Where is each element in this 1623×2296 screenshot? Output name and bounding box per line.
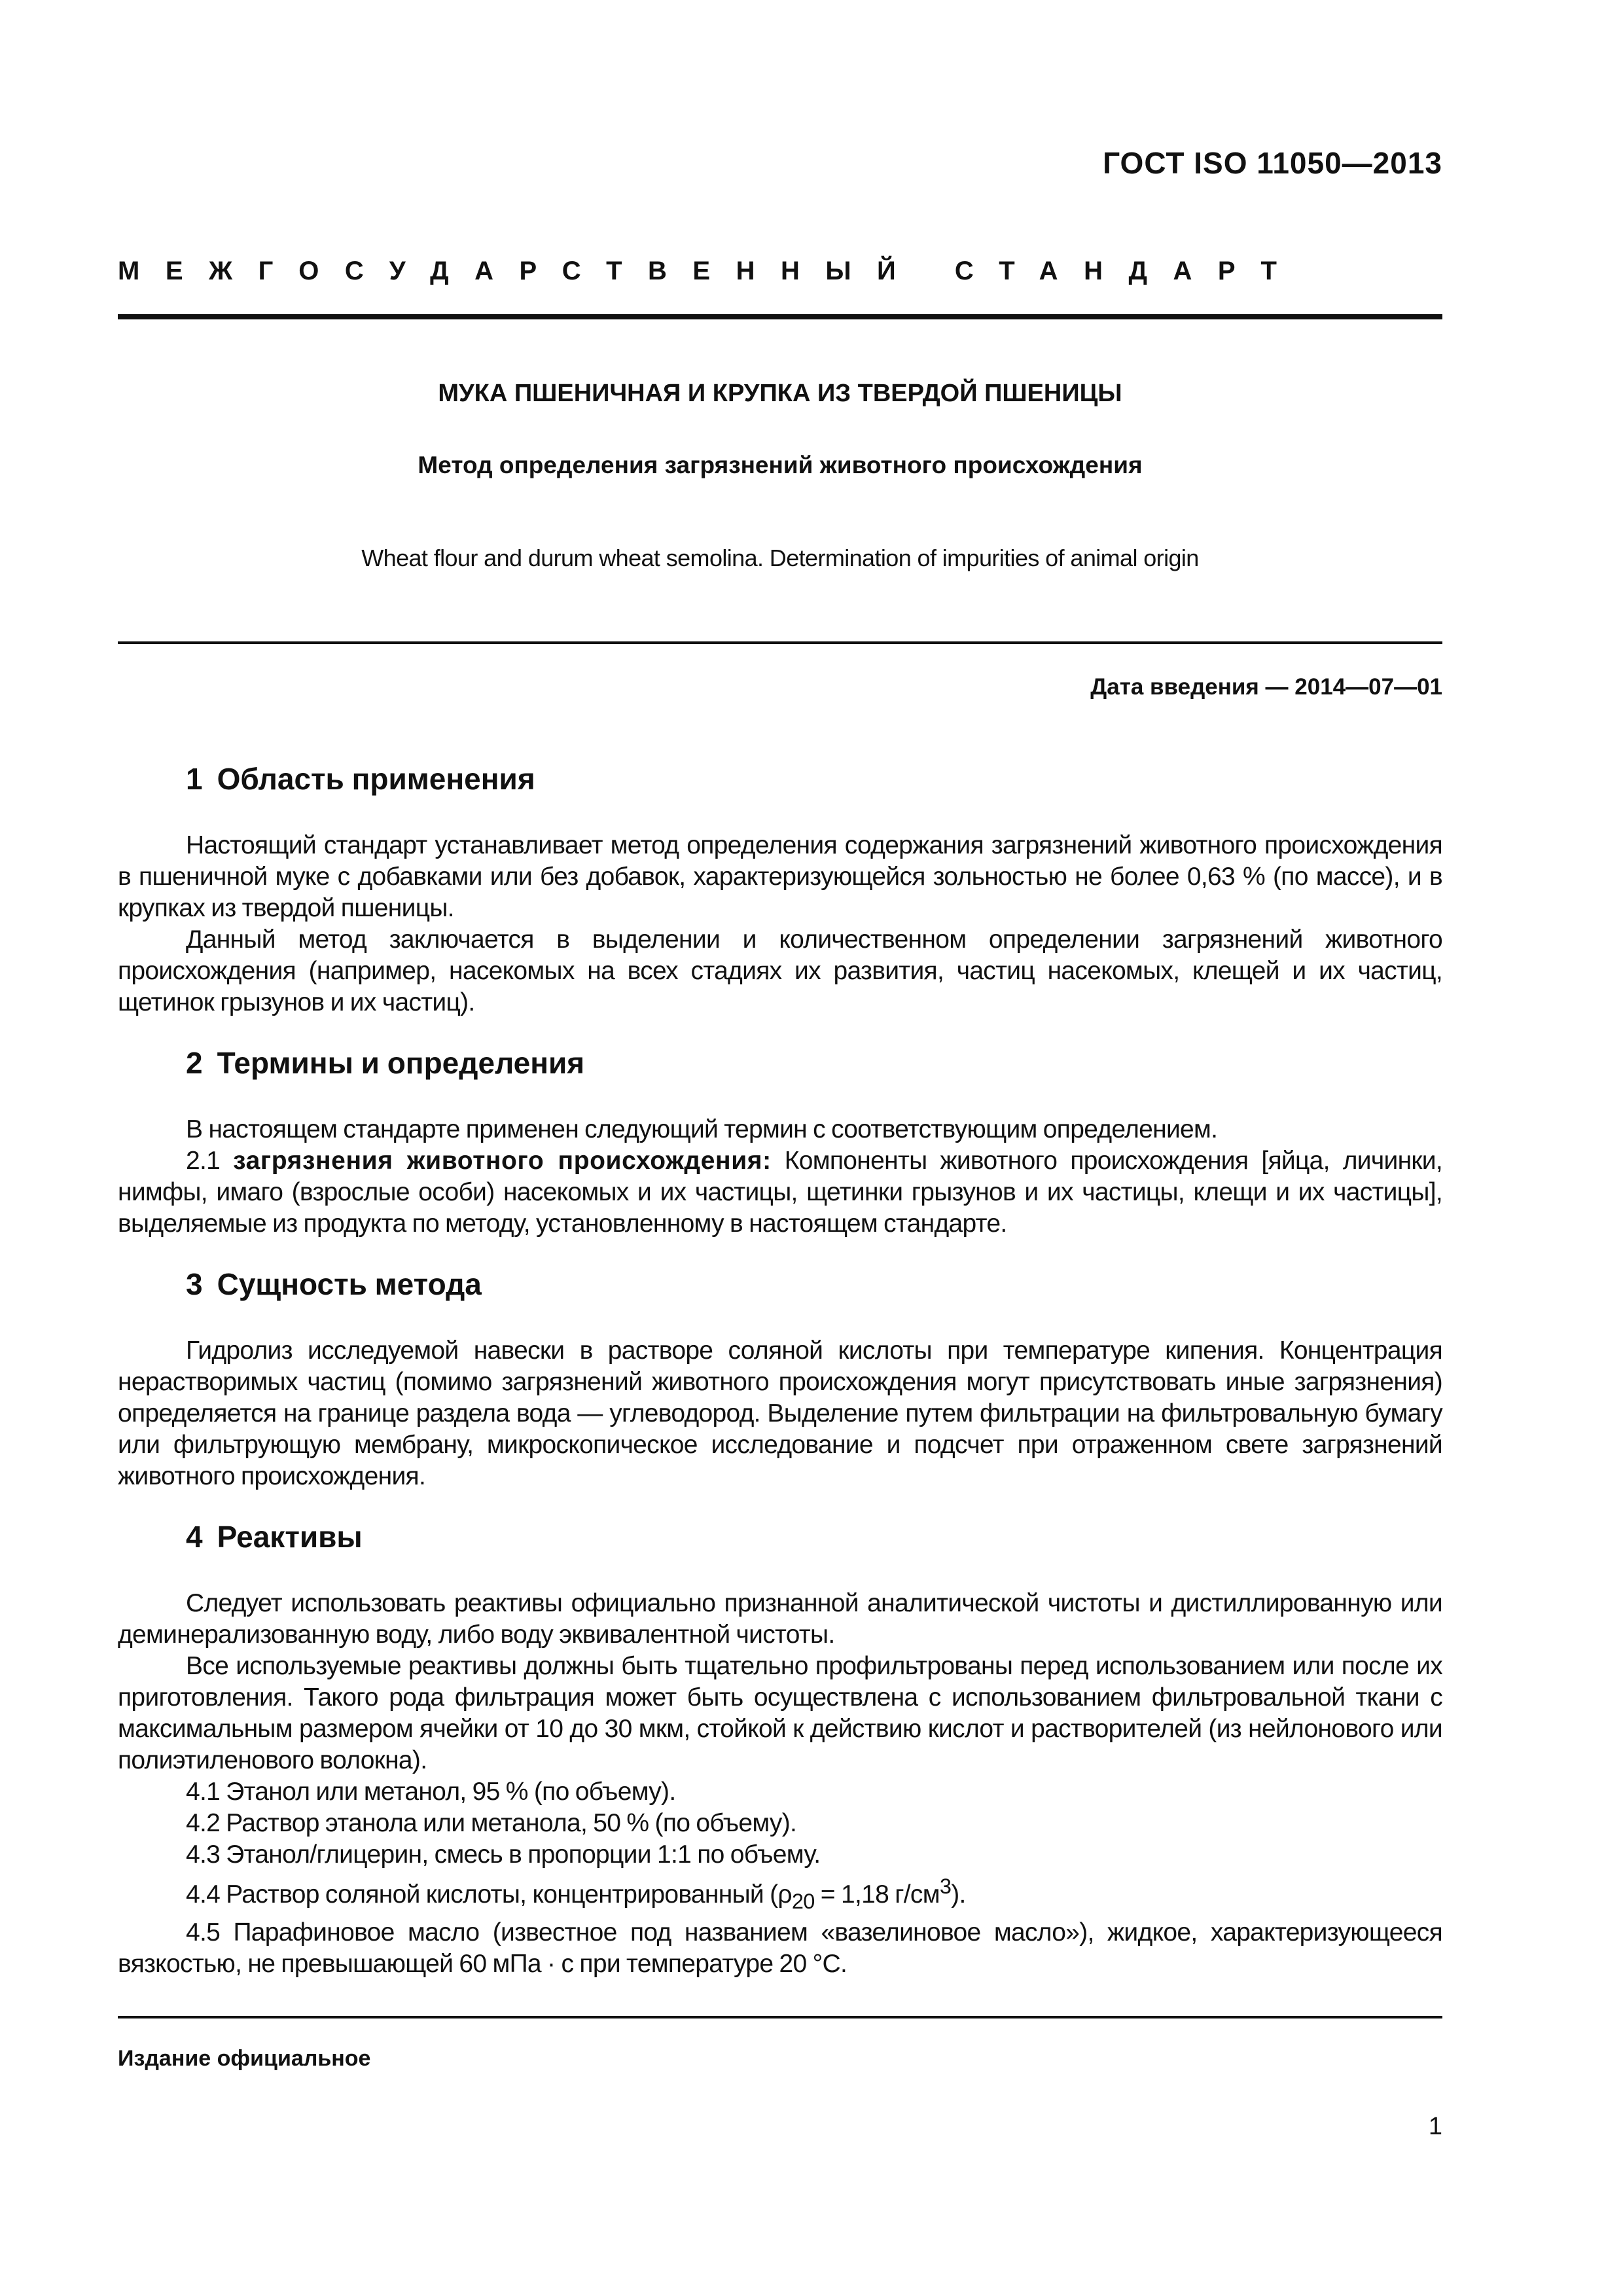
reagent-item: 4.4 Раствор соляной кислоты, концентрированный ($\rho_{20} = 1,18$ $г/см^3$). bbox=[186, 1874, 966, 1913]
reagent-item: 4.5 Парафиновое масло (известное под названием «вазелиновое масло»), жидкое, характеризующееся вязкостью, не превышающей 60 мПа · с при температуре 20 °С. bbox=[118, 1918, 1442, 1978]
reagent-item: 4.2 Раствор этанола или метанола, 50 % (по объему). bbox=[186, 1809, 797, 1837]
title-divider bbox=[118, 641, 1442, 644]
definition-text: Компоненты животного происхождения [яйца, личинки, нимфы, имаго (взрослые особи) насекомых и их частицы, щетинки грызунов и их частицы, клещи и их частицы], выделяемые из продукта по методу, установленному в настоящем стандарте. bbox=[118, 1147, 1443, 1238]
paragraph: Настоящий стандарт устанавливает метод определения содержания загрязнений животного происхождения в пшеничной муке с добавками или без добавок, характеризующейся зольностью не более 0,63 % (по массе), и в крупках из твердой пшеницы. bbox=[118, 831, 1442, 922]
reagent-item: 4.3 Этанол/глицерин, смесь в пропорции 1:1 по объему. bbox=[186, 1840, 821, 1869]
term-definition bbox=[118, 1145, 1442, 1240]
paragraph: В настоящем стандарте применен следующий термин с соответствующим определением. bbox=[186, 1115, 1218, 1143]
term: загрязнения животного происхождения: bbox=[233, 1147, 772, 1175]
document-title: МУКА ПШЕНИЧНАЯ И КРУПКА ИЗ ТВЕРДОЙ ПШЕНИЦЫ bbox=[438, 380, 1122, 407]
section-title: Термины и определения bbox=[217, 1046, 585, 1080]
page-number: 1 bbox=[1428, 2113, 1442, 2140]
edition-label: Издание официальное bbox=[118, 2046, 371, 2071]
document-subtitle: Метод определения загрязнений животного происхождения bbox=[418, 452, 1143, 478]
section-number: 1 bbox=[186, 762, 203, 796]
reagent-item: 4.1 Этанол или метанол, 95 % (по объему). bbox=[186, 1778, 676, 1806]
paragraph: Данный метод заключается в выделении и количественном определении загрязнений животного происхождения (например, насекомых на всех стадиях их развития, частиц насекомых, клещей и их частиц, щетинок грызунов и их частиц). bbox=[118, 925, 1442, 1016]
subscript: 20 bbox=[791, 1889, 815, 1913]
header-divider bbox=[118, 314, 1442, 319]
standard-type-heading: МЕЖГОСУДАРСТВЕННЫЙ СТАНДАРТ bbox=[118, 257, 1303, 285]
introduction-date: Дата введения — 2014—07—01 bbox=[1090, 674, 1442, 700]
section-3-heading bbox=[118, 1265, 1442, 1304]
section-title: Реактивы bbox=[217, 1520, 363, 1554]
document-body bbox=[118, 759, 1442, 1980]
document-id: ГОСТ ISO 11050—2013 bbox=[1103, 146, 1442, 180]
section-1-heading bbox=[118, 759, 1442, 798]
paragraph: Гидролиз исследуемой навески в растворе соляной кислоты при температуре кипения. Концентрация нерастворимых частиц (помимо загрязнений животного происхождения могут присутствовать иные загрязнения) определяется на границе раздела вода — углеводород. Выделение путем фильтрации на фильтровальную бумагу или фильтрующую мембрану, микроскопическое исследование и подсчет при отраженном свете загрязнений животного происхождения. bbox=[118, 1336, 1442, 1490]
section-4-heading bbox=[118, 1517, 1442, 1556]
superscript: 3 bbox=[939, 1874, 952, 1898]
clause-number: 2.1 bbox=[186, 1147, 221, 1175]
footer-divider bbox=[118, 2016, 1442, 2018]
paragraph: Все используемые реактивы должны быть тщательно профильтрованы перед использованием или после их приготовления. Такого рода фильтрация может быть осуществлена с использованием фильтровальной ткани с максимальным размером ячейки от 10 до 30 мкм, стойкой к действию кислот и растворителей (из нейлонового или полиэтиленового волокна). bbox=[118, 1652, 1442, 1774]
document-title-english: Wheat flour and durum wheat semolina. Determination of impurities of animal origin bbox=[361, 545, 1199, 571]
section-title: Сущность метода bbox=[217, 1267, 482, 1301]
section-2-heading bbox=[118, 1043, 1442, 1083]
section-number: 2 bbox=[186, 1046, 203, 1080]
section-number: 3 bbox=[186, 1267, 203, 1301]
paragraph: Следует использовать реактивы официально признанной аналитической чистоты и дистиллированную или деминерализованную воду, либо воду эквивалентной чистоты. bbox=[118, 1589, 1442, 1649]
section-title: Область применения bbox=[217, 762, 535, 796]
section-number: 4 bbox=[186, 1520, 203, 1554]
